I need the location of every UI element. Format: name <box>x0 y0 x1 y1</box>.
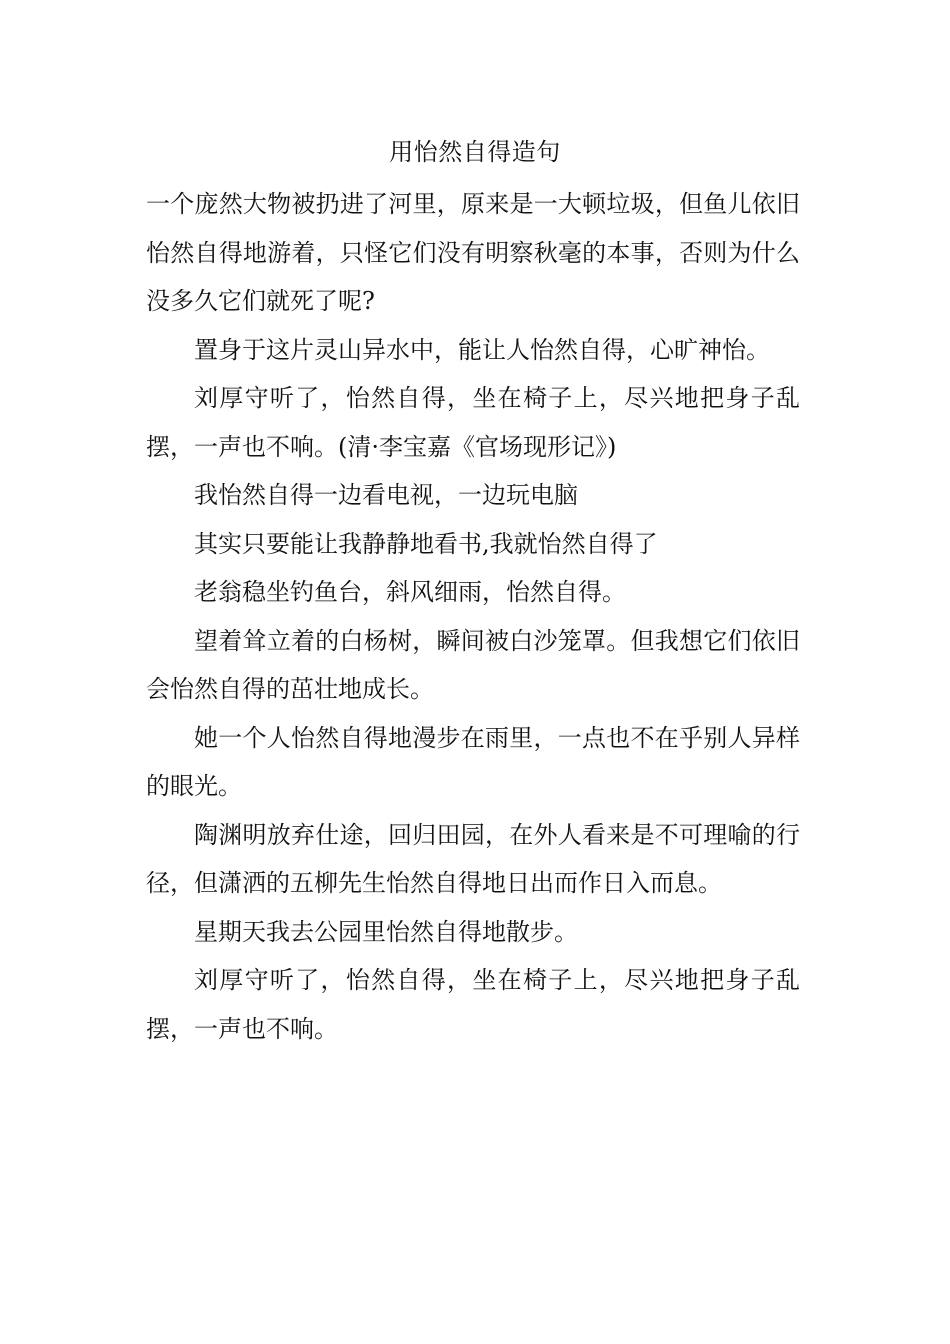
paragraph: 陶渊明放弃仕途，回归田园，在外人看来是不可理喻的行径，但潇洒的五柳先生怡然自得地日出而作日入而息。 <box>146 820 800 897</box>
paragraph: 我怡然自得一边看电视，一边玩电脑 <box>194 481 578 509</box>
paragraph: 刘厚守听了，怡然自得，坐在椅子上，尽兴地把身子乱摆，一声也不响。 <box>146 966 800 1043</box>
paragraph: 星期天我去公园里怡然自得地散步。 <box>194 917 578 946</box>
paragraph: 望着耸立着的白杨树，瞬间被白沙笼罩。但我想它们依旧会怡然自得的茁壮地成长。 <box>146 626 800 703</box>
document-body <box>146 180 800 1053</box>
paragraph: 她一个人怡然自得地漫步在雨里，一点也不在乎别人异样的眼光。 <box>146 723 800 800</box>
paragraph: 老翁稳坐钓鱼台，斜风细雨，怡然自得。 <box>194 578 626 606</box>
paragraph: 置身于这片灵山异水中，能让人怡然自得，心旷神怡。 <box>194 335 770 364</box>
paragraph: 其实只要能让我静静地看书,我就怡然自得了 <box>194 529 658 558</box>
document-title: 用怡然自得造句 <box>389 138 561 166</box>
paragraph: 一个庞然大物被扔进了河里，原来是一大顿垃圾，但鱼儿依旧怡然自得地游着，只怪它们没有明察秋毫的本事，否则为什么没多久它们就死了呢? <box>146 190 800 315</box>
paragraph: 刘厚守听了，怡然自得，坐在椅子上，尽兴地把身子乱摆，一声也不响。(清·李宝嘉《官场现形记》) <box>146 384 800 461</box>
